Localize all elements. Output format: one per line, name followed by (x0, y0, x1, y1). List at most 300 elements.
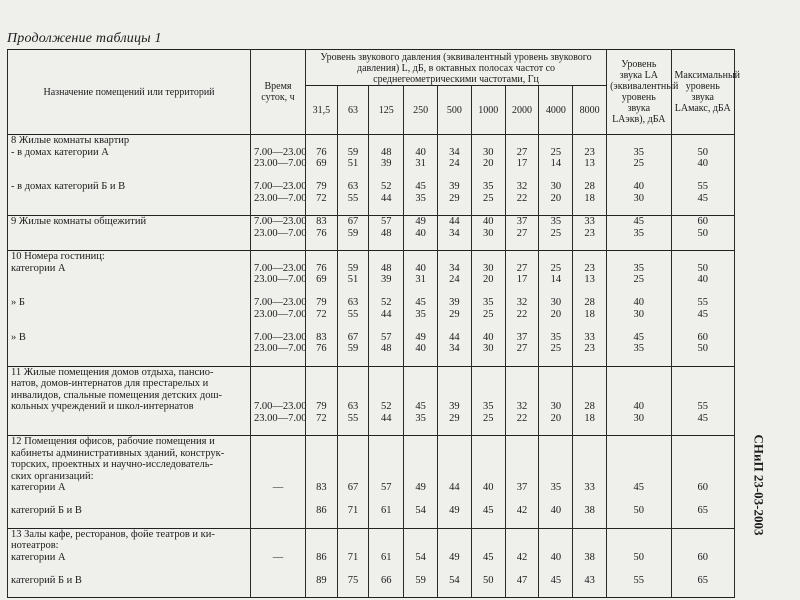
table-row (8, 263, 735, 275)
spacer-cell (471, 286, 505, 298)
spacer-cell (8, 355, 251, 367)
empty-cell (573, 448, 607, 460)
spacer-cell (671, 563, 734, 575)
octave-value: 32 (505, 297, 539, 309)
row-label (8, 413, 251, 425)
spacer-cell (8, 320, 251, 332)
spacer-cell (607, 424, 671, 436)
octave-value: 48 (369, 263, 404, 275)
octave-value: 28 (573, 181, 607, 193)
spacer-cell (671, 494, 734, 506)
empty-cell (607, 390, 671, 402)
frequency-header: 63 (337, 86, 369, 135)
time-of-day: — (251, 552, 306, 564)
octave-value: 39 (438, 297, 472, 309)
empty-cell (505, 528, 539, 540)
octave-value: 59 (337, 147, 369, 159)
empty-cell (505, 540, 539, 552)
empty-cell (438, 459, 472, 471)
octave-value: 43 (573, 575, 607, 587)
octave-value: 76 (305, 147, 337, 159)
empty-cell (607, 459, 671, 471)
spacer-cell (251, 239, 306, 251)
table-row (8, 459, 735, 471)
empty-cell (573, 436, 607, 448)
spacer-cell (337, 517, 369, 529)
empty-cell (607, 528, 671, 540)
empty-cell (671, 378, 734, 390)
octave-value: 37 (505, 482, 539, 494)
la-value: 40 (607, 181, 671, 193)
spacer-cell (539, 355, 573, 367)
octave-value: 67 (337, 482, 369, 494)
lamax-value: 50 (671, 147, 734, 159)
octave-value: 20 (539, 309, 573, 321)
octave-value: 86 (305, 552, 337, 564)
spacer-cell (573, 320, 607, 332)
empty-cell (369, 528, 404, 540)
empty-cell (438, 378, 472, 390)
row-label: категории А (8, 263, 251, 275)
octave-value: 63 (337, 401, 369, 413)
time-of-day: 7.00—23.00 (251, 181, 306, 193)
spacer-cell (671, 517, 734, 529)
empty-cell (305, 378, 337, 390)
octave-value: 55 (337, 309, 369, 321)
octave-value: 35 (539, 482, 573, 494)
octave-value: 34 (438, 343, 472, 355)
time-of-day: 7.00—23.00 (251, 216, 306, 228)
octave-value: 35 (539, 216, 573, 228)
octave-value: 22 (505, 413, 539, 425)
spacer-cell (438, 286, 472, 298)
row-label: натов, домов-интернатов для престарелых и (8, 378, 251, 390)
octave-value: 34 (438, 147, 472, 159)
empty-cell (404, 540, 438, 552)
octave-value: 27 (505, 228, 539, 240)
spacer-cell (305, 286, 337, 298)
octave-value: 69 (305, 274, 337, 286)
spacer-cell (369, 204, 404, 216)
octave-value: 45 (404, 297, 438, 309)
octave-value: 71 (337, 552, 369, 564)
spacer-cell (305, 239, 337, 251)
octave-value: 72 (305, 413, 337, 425)
spacer-cell (607, 494, 671, 506)
spacer-cell (251, 586, 306, 598)
spacer-cell (8, 424, 251, 436)
octave-value: 18 (573, 309, 607, 321)
octave-value: 23 (573, 228, 607, 240)
spacer-cell (671, 320, 734, 332)
empty-cell (305, 471, 337, 483)
table-row (8, 366, 735, 378)
empty-cell (539, 471, 573, 483)
octave-value: 23 (573, 147, 607, 159)
lamax-value: 65 (671, 575, 734, 587)
row-label: категории А (8, 552, 251, 564)
octave-value: 14 (539, 274, 573, 286)
header-la: Уровень звука LA (эквивалентный уровень звука LАэкв), дБА (607, 50, 671, 135)
empty-cell (337, 471, 369, 483)
spacer-cell (251, 204, 306, 216)
empty-cell (607, 448, 671, 460)
spacer-cell (671, 286, 734, 298)
octave-value: 72 (305, 309, 337, 321)
octave-value: 40 (404, 147, 438, 159)
spacer-cell (471, 563, 505, 575)
empty-cell (337, 390, 369, 402)
octave-value: 28 (573, 297, 607, 309)
spacer-cell (404, 239, 438, 251)
octave-value: 49 (404, 332, 438, 344)
row-label: кольных учреждений и школ-интернатов (8, 401, 251, 413)
octave-value: 13 (573, 158, 607, 170)
empty-cell (539, 135, 573, 147)
spacer-cell (251, 355, 306, 367)
spacer-cell (505, 170, 539, 182)
octave-value: 25 (471, 413, 505, 425)
spacer-cell (305, 563, 337, 575)
spacer-cell (438, 563, 472, 575)
octave-value: 40 (471, 332, 505, 344)
empty-cell (337, 366, 369, 378)
spacer-cell (573, 517, 607, 529)
spacer-cell (671, 239, 734, 251)
table-row (8, 575, 735, 587)
spacer-cell (404, 204, 438, 216)
octave-value: 72 (305, 193, 337, 205)
octave-value: 27 (505, 147, 539, 159)
octave-value: 20 (471, 158, 505, 170)
empty-cell (337, 448, 369, 460)
spacer-cell (8, 204, 251, 216)
octave-value: 25 (539, 263, 573, 275)
frequency-header: 2000 (505, 86, 539, 135)
octave-value: 32 (505, 401, 539, 413)
time-of-day (251, 505, 306, 517)
empty-cell (671, 436, 734, 448)
empty-cell (369, 135, 404, 147)
spacer-cell (539, 586, 573, 598)
table-row (8, 540, 735, 552)
spacer-cell (438, 355, 472, 367)
empty-cell (671, 251, 734, 263)
octave-value: 79 (305, 297, 337, 309)
row-label: » В (8, 332, 251, 344)
spacer-cell (337, 563, 369, 575)
table-row (8, 216, 735, 228)
table-row (8, 390, 735, 402)
octave-value: 48 (369, 147, 404, 159)
empty-cell (607, 251, 671, 263)
spacer-cell (251, 170, 306, 182)
table-row (8, 552, 735, 564)
octave-value: 39 (438, 401, 472, 413)
empty-cell (573, 251, 607, 263)
octave-value: 40 (404, 228, 438, 240)
empty-cell (251, 540, 306, 552)
la-value: 50 (607, 552, 671, 564)
octave-value: 25 (539, 343, 573, 355)
empty-cell (607, 378, 671, 390)
empty-cell (251, 459, 306, 471)
la-value: 30 (607, 309, 671, 321)
row-label: инвалидов, спальные помещения детских дош- (8, 390, 251, 402)
spacer-cell (8, 586, 251, 598)
lamax-value: 60 (671, 216, 734, 228)
spacer-cell (305, 320, 337, 332)
table-row (8, 448, 735, 460)
empty-cell (337, 436, 369, 448)
time-of-day: 7.00—23.00 (251, 401, 306, 413)
spacer-cell (607, 286, 671, 298)
octave-value: 57 (369, 482, 404, 494)
empty-cell (438, 436, 472, 448)
octave-value: 25 (471, 193, 505, 205)
lamax-value: 55 (671, 181, 734, 193)
spacer-cell (305, 355, 337, 367)
empty-cell (251, 378, 306, 390)
spacer-cell (369, 494, 404, 506)
octave-value: 37 (505, 332, 539, 344)
time-of-day: 23.00—7.00 (251, 413, 306, 425)
empty-cell (573, 528, 607, 540)
table-row (8, 471, 735, 483)
row-label: 11 Жилые помещения домов отдыха, пансио- (8, 366, 251, 378)
spacer-cell (337, 586, 369, 598)
spacer-cell (471, 355, 505, 367)
octave-value: 57 (369, 332, 404, 344)
octave-value: 29 (438, 309, 472, 321)
spacer-cell (671, 586, 734, 598)
lamax-value: 50 (671, 263, 734, 275)
row-label: - в домах категорий Б и В (8, 181, 251, 193)
empty-cell (573, 471, 607, 483)
spacer-cell (539, 320, 573, 332)
empty-cell (505, 378, 539, 390)
spacer-cell (369, 320, 404, 332)
la-value: 35 (607, 343, 671, 355)
empty-cell (438, 135, 472, 147)
spacer-cell (305, 517, 337, 529)
empty-cell (251, 390, 306, 402)
octave-value: 22 (505, 309, 539, 321)
octave-value: 35 (404, 413, 438, 425)
octave-value: 76 (305, 263, 337, 275)
empty-cell (539, 448, 573, 460)
octave-value: 48 (369, 343, 404, 355)
octave-value: 20 (539, 193, 573, 205)
empty-cell (305, 366, 337, 378)
octave-value: 33 (573, 216, 607, 228)
spacer-cell (573, 586, 607, 598)
octave-value: 38 (573, 505, 607, 517)
empty-cell (573, 366, 607, 378)
spacer-cell (404, 586, 438, 598)
spacer-cell (539, 424, 573, 436)
header-octave-band-title: Уровень звукового давления (эквивалентный уровень звукового давления) L, дБ, в октавных полосах частот со среднегеометрическими частотами, Гц (305, 50, 606, 86)
spacer-cell (505, 563, 539, 575)
octave-value: 83 (305, 482, 337, 494)
empty-cell (305, 528, 337, 540)
empty-cell (671, 366, 734, 378)
spacer-cell (438, 517, 472, 529)
la-value: 35 (607, 147, 671, 159)
empty-cell (369, 436, 404, 448)
empty-cell (607, 436, 671, 448)
spacer-cell (505, 355, 539, 367)
spacer-cell (305, 424, 337, 436)
octave-value: 76 (305, 228, 337, 240)
spacer-cell (607, 170, 671, 182)
octave-value: 57 (369, 216, 404, 228)
lamax-value: 45 (671, 193, 734, 205)
row-label: ских организаций: (8, 471, 251, 483)
spacer-cell (438, 424, 472, 436)
empty-cell (251, 528, 306, 540)
spacer-cell (337, 355, 369, 367)
empty-cell (369, 390, 404, 402)
spacer-cell (404, 517, 438, 529)
empty-cell (671, 135, 734, 147)
octave-value: 45 (471, 552, 505, 564)
octave-value: 30 (471, 343, 505, 355)
row-label: нотеатров: (8, 540, 251, 552)
row-label (8, 193, 251, 205)
spacer-cell (337, 494, 369, 506)
time-of-day: 7.00—23.00 (251, 332, 306, 344)
spacer-cell (607, 517, 671, 529)
empty-cell (337, 459, 369, 471)
row-label: - в домах категории А (8, 147, 251, 159)
empty-cell (471, 448, 505, 460)
spacer-cell (438, 239, 472, 251)
empty-cell (305, 251, 337, 263)
octave-value: 54 (438, 575, 472, 587)
empty-cell (505, 471, 539, 483)
octave-value: 86 (305, 505, 337, 517)
table-row (8, 135, 735, 147)
octave-value: 27 (505, 343, 539, 355)
octave-value: 61 (369, 552, 404, 564)
spacer-cell (471, 320, 505, 332)
octave-value: 25 (539, 228, 573, 240)
spacer-cell (438, 204, 472, 216)
octave-value: 39 (369, 158, 404, 170)
spacer-cell (505, 286, 539, 298)
spacer-cell (573, 286, 607, 298)
time-of-day: — (251, 482, 306, 494)
header-purpose: Назначение помещений или территорий (8, 50, 251, 135)
table-row (8, 147, 735, 159)
empty-cell (539, 436, 573, 448)
octave-value: 63 (337, 181, 369, 193)
octave-value: 52 (369, 181, 404, 193)
empty-cell (251, 366, 306, 378)
empty-cell (539, 366, 573, 378)
octave-value: 35 (404, 309, 438, 321)
table-row (8, 274, 735, 286)
spacer-cell (404, 494, 438, 506)
empty-cell (438, 471, 472, 483)
empty-cell (404, 251, 438, 263)
octave-value: 24 (438, 274, 472, 286)
la-value: 30 (607, 413, 671, 425)
la-value: 45 (607, 216, 671, 228)
spacer-cell (251, 517, 306, 529)
table-row (8, 309, 735, 321)
empty-cell (671, 528, 734, 540)
empty-cell (369, 448, 404, 460)
row-label (8, 343, 251, 355)
empty-cell (251, 251, 306, 263)
spacer-cell (671, 170, 734, 182)
time-of-day: 23.00—7.00 (251, 274, 306, 286)
spacer-cell (337, 239, 369, 251)
frequency-header: 31,5 (305, 86, 337, 135)
octave-value: 75 (337, 575, 369, 587)
empty-cell (305, 390, 337, 402)
empty-cell (404, 471, 438, 483)
frequency-header: 4000 (539, 86, 573, 135)
empty-cell (505, 366, 539, 378)
spacer-cell (671, 204, 734, 216)
octave-value: 55 (337, 413, 369, 425)
frequency-header: 250 (404, 86, 438, 135)
spacer-cell (305, 170, 337, 182)
octave-value: 34 (438, 228, 472, 240)
lamax-value: 50 (671, 343, 734, 355)
spacer-cell (573, 239, 607, 251)
time-of-day: 7.00—23.00 (251, 147, 306, 159)
octave-value: 20 (471, 274, 505, 286)
octave-value: 59 (404, 575, 438, 587)
spacer-cell (404, 320, 438, 332)
spacer-cell (471, 239, 505, 251)
empty-cell (607, 135, 671, 147)
time-of-day: 7.00—23.00 (251, 263, 306, 275)
spacer-cell (607, 204, 671, 216)
octave-value: 45 (539, 575, 573, 587)
empty-cell (539, 540, 573, 552)
lamax-value: 40 (671, 158, 734, 170)
table-row (8, 158, 735, 170)
spacer-cell (251, 320, 306, 332)
empty-cell (539, 251, 573, 263)
spacer-cell (251, 424, 306, 436)
table-row (8, 343, 735, 355)
octave-value: 30 (539, 181, 573, 193)
header-lamax: Максимальный уровень звука LАмакс, дБА (671, 50, 734, 135)
empty-cell (404, 436, 438, 448)
spacer-cell (251, 494, 306, 506)
spacer-cell (471, 424, 505, 436)
empty-cell (471, 528, 505, 540)
time-of-day: 23.00—7.00 (251, 309, 306, 321)
octave-value: 37 (505, 216, 539, 228)
spacer-cell (573, 494, 607, 506)
empty-cell (251, 471, 306, 483)
spacer-cell (404, 286, 438, 298)
la-value: 45 (607, 482, 671, 494)
octave-value: 39 (369, 274, 404, 286)
spacer-cell (505, 494, 539, 506)
octave-value: 49 (404, 482, 438, 494)
spacer-cell (305, 494, 337, 506)
empty-cell (471, 436, 505, 448)
empty-cell (369, 251, 404, 263)
